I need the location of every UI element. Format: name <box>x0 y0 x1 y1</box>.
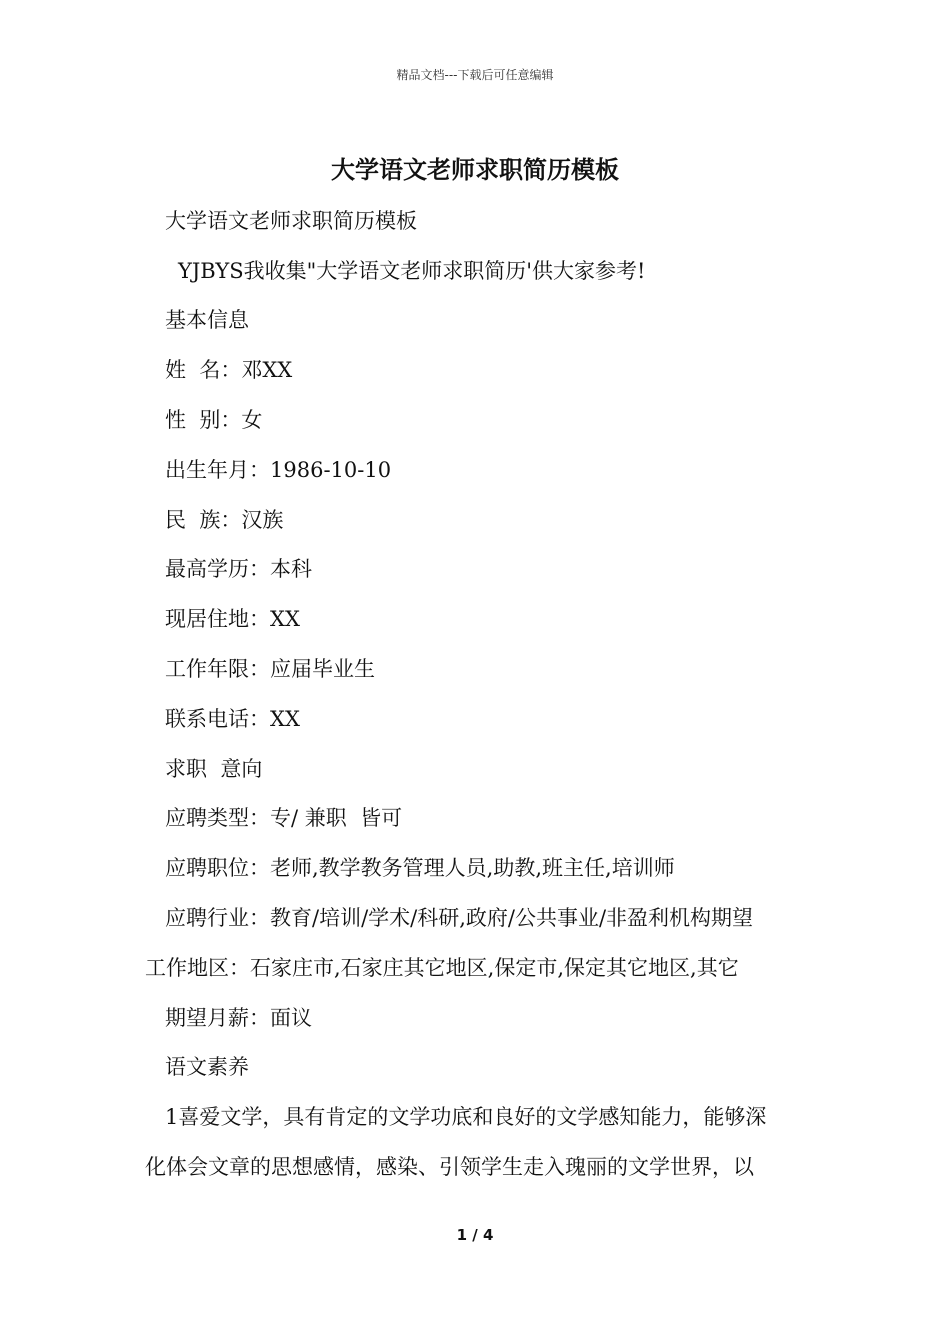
page-number: 1 / 4 <box>456 1226 494 1244</box>
section-heading-job-intention: 求职 意向 <box>165 757 263 781</box>
field-phone: 联系电话：XX <box>165 707 300 731</box>
intro-line: YJBYS我收集"大学语文老师求职简历'供大家参考! <box>178 259 646 283</box>
field-job-type: 应聘类型：专/ 兼职 皆可 <box>165 806 403 830</box>
paragraph-line: 1喜爱文学，具有肯定的文学功底和良好的文学感知能力，能够深 <box>165 1105 767 1129</box>
section-heading-basic-info: 基本信息 <box>165 308 249 332</box>
field-residence: 现居住地：XX <box>165 607 300 631</box>
field-expected-salary: 期望月薪：面议 <box>165 1006 312 1030</box>
field-work-location: 工作地区：石家庄市,石家庄其它地区,保定市,保定其它地区,其它 <box>145 956 739 980</box>
field-education: 最高学历：本科 <box>165 557 312 581</box>
field-birth-date: 出生年月：1986-10-10 <box>165 458 392 482</box>
field-job-position: 应聘职位：老师,教学教务管理人员,助教,班主任,培训师 <box>165 856 675 880</box>
document-title: 大学语文老师求职简历模板 <box>331 155 619 184</box>
field-ethnicity: 民 族：汉族 <box>165 508 284 532</box>
field-industry: 应聘行业：教育/培训/学术/科研,政府/公共事业/非盈利机构期望 <box>165 906 754 930</box>
section-heading-literacy: 语文素养 <box>165 1055 249 1079</box>
field-name: 姓 名：邓XX <box>165 358 293 382</box>
field-gender: 性 别：女 <box>165 408 263 432</box>
page-header-note: 精品文档---下载后可任意编辑 <box>396 68 554 82</box>
paragraph-line: 化体会文章的思想感情，感染、引领学生走入瑰丽的文学世界，以 <box>145 1155 754 1179</box>
subtitle-line: 大学语文老师求职简历模板 <box>165 209 417 233</box>
field-work-years: 工作年限：应届毕业生 <box>165 657 375 681</box>
